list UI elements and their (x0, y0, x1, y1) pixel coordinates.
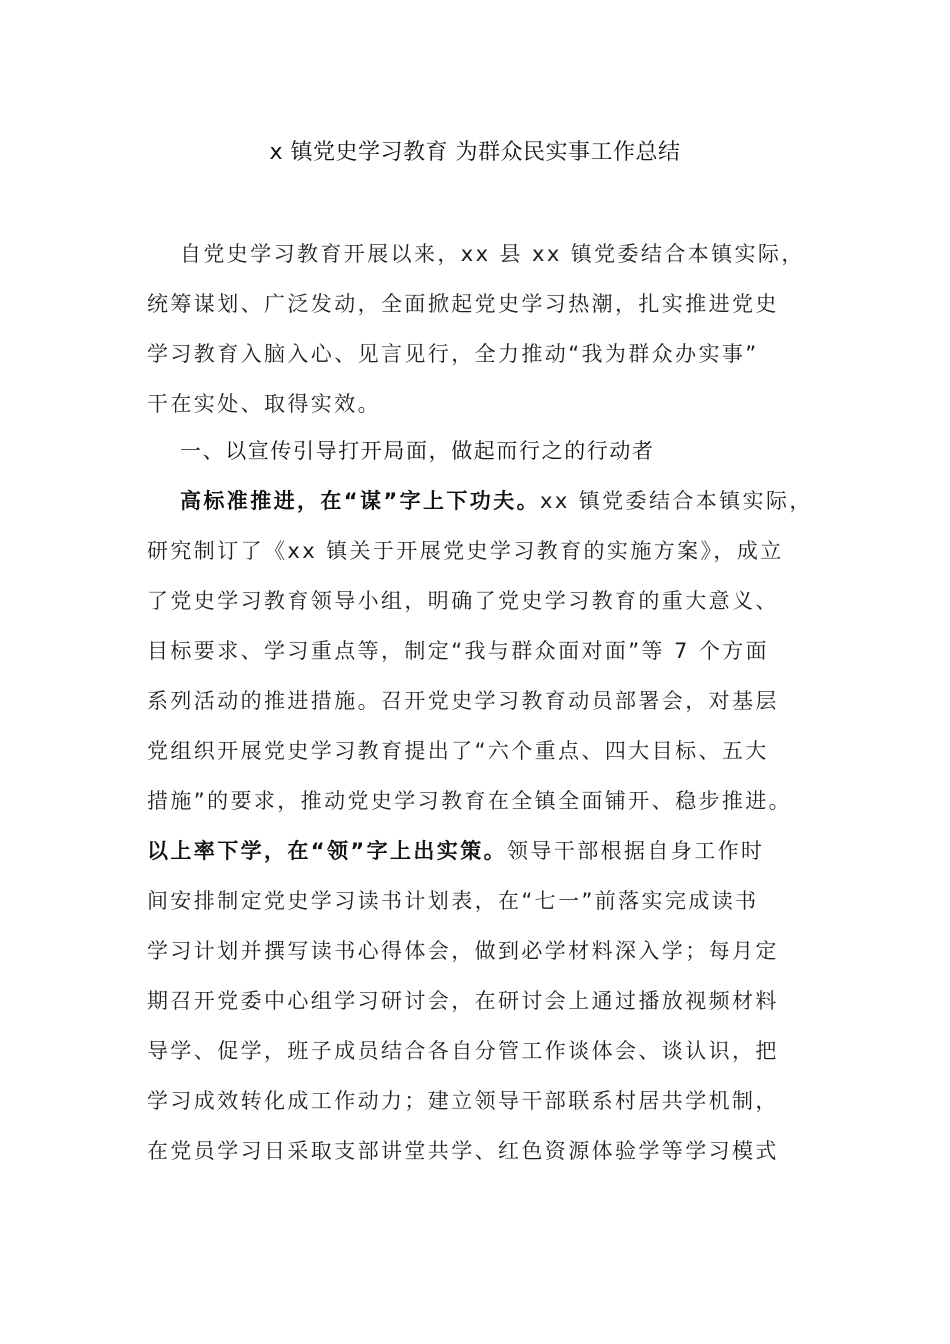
paragraph-line: 导学、促学，班子成员结合各自分管工作谈体会、谈认识，把 (147, 1039, 779, 1063)
paragraph-line: 间安排制定党史学习读书计划表，在“七一”前落实完成读书 (147, 889, 759, 913)
paragraph-lead-bold: 以上率下学，在“领”字上出实策。 (147, 839, 508, 863)
paragraph-line: 学习计划并撰写读书心得体会，做到必学材料深入学；每月定 (147, 939, 779, 963)
paragraph-line: 目标要求、学习重点等，制定“我与群众面对面”等 7 个方面 (147, 639, 770, 663)
paragraph-lead-text: 领导干部根据自身工作时 (507, 839, 765, 863)
intro-line: 自党史学习教育开展以来，xx 县 xx 镇党委结合本镇实际， (180, 242, 805, 266)
paragraph-line: 学习成效转化成工作动力；建立领导干部联系村居共学机制， (147, 1089, 779, 1113)
intro-line: 统筹谋划、广泛发动，全面掀起党史学习热潮，扎实推进党史 (147, 292, 779, 316)
paragraph-line: 期召开党委中心组学习研讨会，在研讨会上通过播放视频材料 (147, 989, 779, 1013)
paragraph-line: 系列活动的推进措施。召开党史学习教育动员部署会，对基层 (147, 689, 779, 713)
document-title: x 镇党史学习教育 为群众民实事工作总结 (269, 140, 681, 165)
paragraph-line: 党组织开展党史学习教育提出了“六个重点、四大目标、五大 (147, 739, 769, 763)
paragraph-first-line (147, 835, 764, 867)
paragraph-lead-bold: 高标准推进，在“谋”字上下功夫。 (180, 489, 541, 513)
intro-line: 干在实处、取得实效。 (147, 392, 381, 416)
paragraph-line: 在党员学习日采取支部讲堂共学、红色资源体验学等学习模式 (147, 1139, 779, 1163)
section-heading: 一、以宣传引导打开局面，做起而行之的行动者 (180, 439, 655, 463)
intro-line: 学习教育入脑入心、见言见行，全力推动“我为群众办实事” (147, 342, 759, 366)
paragraph-line: 措施”的要求，推动党史学习教育在全镇全面铺开、稳步推进。 (147, 789, 793, 813)
paragraph-first-line (180, 485, 813, 517)
paragraph-lead-text: xx 镇党委结合本镇实际， (540, 489, 813, 513)
paragraph-line: 了党史学习教育领导小组，明确了党史学习教育的重大意义、 (147, 589, 779, 613)
paragraph-line: 研究制订了《xx 镇关于开展党史学习教育的实施方案》，成立 (147, 539, 784, 563)
